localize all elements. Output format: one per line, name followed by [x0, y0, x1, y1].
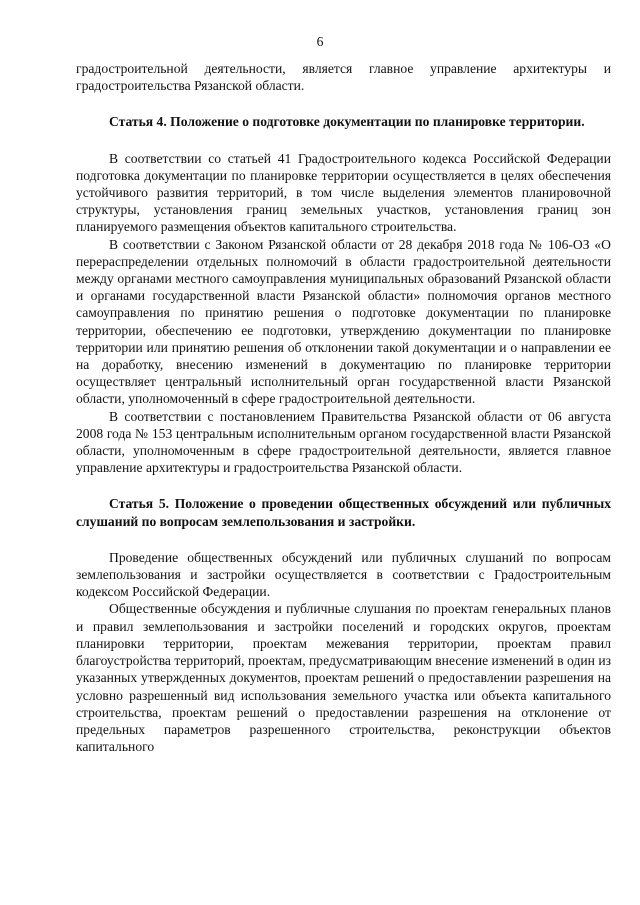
article-4-paragraph-3: В соответствии с постановлением Правительства Рязанской области от 06 августа 2008 года № 153 центральным исполнительным органом государственной власти Рязанской области, уполномоченным в сфере градостроительной деятельности, является главное управление архитектуры и градостроительства Рязанской области. [76, 408, 611, 476]
article-4-paragraph-1: В соответствии со статьей 41 Градостроительного кодекса Российской Федерации подготовка документации по планировке территории осуществляется в целях обеспечения устойчивого развития территорий, в том числе выделения элементов планировочной структуры, установления границ земельных участков, установления границ зон планируемого размещения объектов капитального строительства. [76, 150, 611, 235]
article-5-paragraph-2: Общественные обсуждения и публичные слушания по проектам генеральных планов и правил землепользования и застройки поселений и городских округов, проектам планировки территории, проектам межевания территории, проектам правил благоустройства территорий, проектам, предусматривающим внесение изменений в один из указанных утвержденных документов, проектам решений о предоставлении разрешения на условно разрешенный вид использования земельного участка или объекта капитального строительства, проектам решений о предоставлении разрешения на отклонение от предельных параметров разрешенного строительства, реконструкции объектов капитального [76, 601, 611, 755]
article-5-heading: Статья 5. Положение о проведении общественных обсуждений или публичных слушаний по вопросам землепользования и застройки. [76, 496, 611, 529]
article-4-heading: Статья 4. Положение о подготовке документации по планировке территории. [109, 114, 585, 130]
article-4-paragraph-2: В соответствии с Законом Рязанской области от 28 декабря 2018 года № 106-ОЗ «О перераспределении отдельных полномочий в области градостроительной деятельности между органами местного самоуправления муниципальных образований Рязанской области и органами государственной власти Рязанской области» полномочия органов местного самоуправления по принятию решения о подготовке документации по планировке территории, обеспечению ее подготовки, утверждению документации по планировке территории или принятию решения об отклонении такой документации и о направлении ее на доработку, внесению изменений в документацию по планировке территории осуществляет центральный исполнительный орган государственной власти Рязанской области, уполномоченный в сфере градостроительной деятельности. [76, 236, 611, 407]
page-number: 6 [316, 34, 324, 49]
page-content [76, 60, 611, 755]
article-5-paragraph-1: Проведение общественных обсуждений или публичных слушаний по вопросам землепользования и застройки осуществляется в соответствии с Градостроительным кодексом Российской Федерации. [76, 549, 611, 600]
paragraph-continuation: градостроительной деятельности, является главное управление архитектуры и градостроительства Рязанской области. [76, 61, 611, 94]
